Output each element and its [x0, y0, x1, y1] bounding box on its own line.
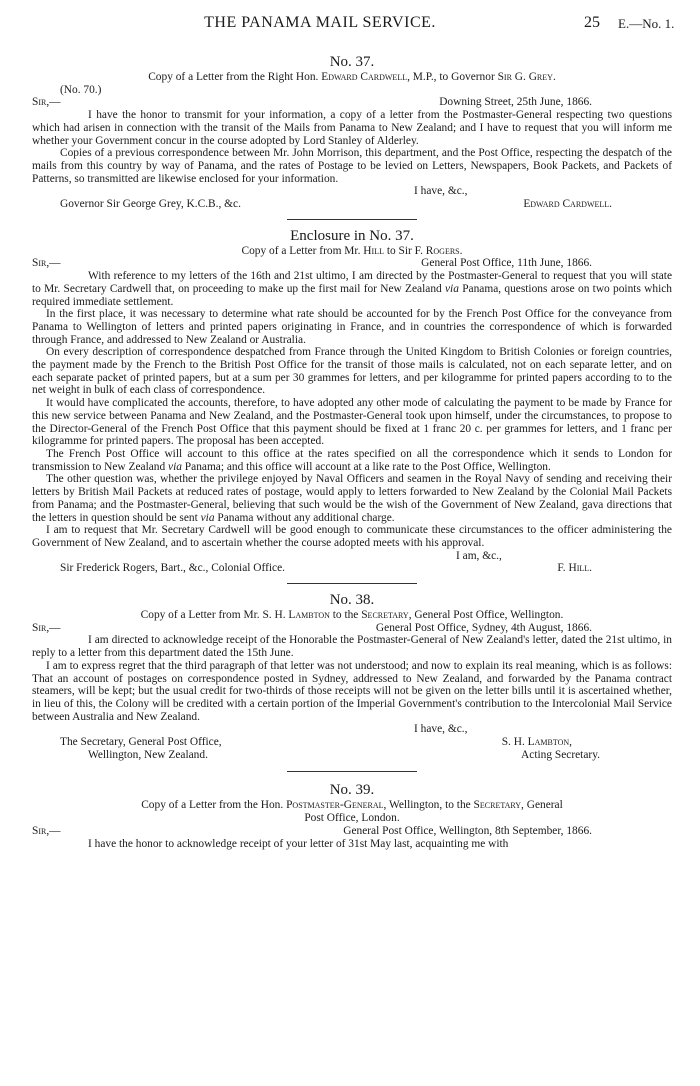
letter-no-37: [32, 54, 672, 211]
page-title: THE PANAMA MAIL SERVICE.: [204, 14, 436, 31]
signature: Edward Cardwell.: [523, 198, 612, 211]
section-heading: No. 37.: [329, 54, 375, 70]
document-body: [32, 54, 672, 850]
letter-no-39: [32, 782, 672, 850]
paragraph: I am to request that Mr. Secretary Cardwell will be good enough to communicate these circumstances to the officer administering the Government of New Zealand, and to ascertain whether the course adopted meets with his approval.: [32, 524, 672, 549]
addressee: Sir Frederick Rogers, Bart., &c., Colonial Office.: [60, 562, 286, 575]
letter-subtitle: Copy of a Letter from the Hon. Postmaster-General, Wellington, to the Secretary, General: [141, 799, 563, 812]
addressee: Wellington, New Zealand.: [88, 748, 208, 761]
letter-subtitle-continued: Post Office, London.: [304, 812, 400, 825]
closing: I am, &c.,: [456, 549, 502, 562]
paragraph: I am to express regret that the third paragraph of that letter was not understood; and now to explain its real meaning, which is as follows: That an account of postages on correspondence posted in Sydney, addressed to New Zealand, and forwarded by the Panama contract steamers, will be kept; but the usual credit for two-thirds of those receipts will not be given on the letter bills until it is ascertained whether, in lieu of this, the Colony will be credited with a certain portion of the Imperial Government's contribution to the Intercolonial Mail Service between Australia and New Zealand.: [32, 659, 672, 723]
signature-row: [32, 736, 672, 749]
paragraph: On every description of correspondence despatched from France through the United Kingdom to British Colonies or foreign countries, the payment made by the French to the British Post Office for the transit of those mails is calculated, not on each separate letter, and on each separate packet of printed papers, but at a sum per 30 grammes for letters, and per kilogramme for printed papers according to to the net weight in bulk of each class of correspondence.: [32, 346, 672, 397]
salutation-row: [32, 825, 672, 838]
place-date: General Post Office, Wellington, 8th September, 1866.: [343, 824, 592, 837]
place-date: General Post Office, Sydney, 4th August, 1866.: [375, 621, 592, 634]
divider: [287, 219, 417, 220]
place-date: Downing Street, 25th June, 1866.: [439, 96, 592, 109]
addressee: The Secretary, General Post Office,: [60, 736, 222, 749]
despatch-number: (No. 70.): [60, 83, 102, 96]
paragraph: The other question was, whether the privilege enjoyed by Naval Officers and seamen in the Royal Navy of sending and receiving their letters by British Mail Packets at reduced rates of postage, would apply to letters forwarded to New Zealand by the Colonial Mail Packets from Panama; and the Postmaster-General, believing that such would be the wish of the Government of New Zealand, gava directions that the letters in question should be sent via Panama without any additional charge.: [32, 473, 672, 524]
signature-title: Acting Secretary.: [521, 748, 600, 761]
paragraph: The French Post Office will account to this office at the rates specified on all the correspondence which it sends to London for transmission to New Zealand via Panama; and this office will account at a like rate to the Post Office, Wellington.: [32, 447, 672, 473]
signature-row: [32, 749, 672, 762]
signature-row: [32, 198, 672, 211]
salutation: Sir,—: [32, 257, 61, 270]
salutation: Sir,—: [32, 96, 61, 109]
paper-reference: E.—No. 1.: [618, 16, 675, 31]
signature: S. H. Lambton,: [501, 736, 572, 749]
paragraph: In the first place, it was necessary to determine what rate should be accounted for by the French Post Office for the conveyance from Panama to Wellington of letters and printed papers originating in France, and in countries the correspondence of which is forwarded through France, and addressed to New Zealand or Australia.: [32, 308, 672, 346]
divider: [287, 583, 417, 584]
paragraph: I have the honor to transmit for your information, a copy of a letter from the Postmaster-General respecting two questions which had arisen in connection with the transit of the Mails from Panama to New Zealand; and I have to request that you will inform me whether your Government concur in the course adopted by Lord Stanley of Alderley.: [32, 109, 672, 147]
letter-subtitle: Copy of a Letter from the Right Hon. Edward Cardwell, M.P., to Governor Sir G. Grey.: [148, 71, 556, 83]
signature: F. Hill.: [557, 562, 592, 575]
addressee: Governor Sir George Grey, K.C.B., &c.: [60, 198, 241, 211]
place-date: General Post Office, 11th June, 1866.: [421, 257, 592, 270]
running-header: [0, 14, 700, 34]
paragraph: It would have complicated the accounts, therefore, to have adopted any other mode of calculating the payment to be made by France for this new service between Panama and New Zealand, and the Postmaster-General took upon himself, under the circumstances, to propose to the Director-General of the French Post Office that this payment should be fixed at 1 franc 20 c. per grammes for letters, and 1 franc per kilogramme for printed papers. The proposal has been accepted.: [32, 397, 672, 448]
closing: I have, &c.,: [414, 723, 468, 736]
salutation-row: [32, 96, 672, 109]
signature-row: [32, 562, 672, 575]
salutation: Sir,—: [32, 621, 61, 634]
salutation-row: [32, 622, 672, 635]
section-heading: No. 39.: [329, 782, 375, 799]
paragraph: With reference to my letters of the 16th and 21st ultimo, I am directed by the Postmaster-General to request that you will state to Mr. Secretary Cardwell that, on proceeding to make up the first mail for New Zealand via Panama, questions arose on two points which required immediate settlement.: [32, 270, 672, 308]
letter-no-38: [32, 592, 672, 761]
letter-subtitle: Copy of a Letter from Mr. S. H. Lambton to the Secretary, General Post Office, Wellington.: [140, 609, 564, 622]
salutation: Sir,—: [32, 824, 61, 837]
paragraph: I have the honor to acknowledge receipt of your letter of 31st May last, acquainting me with: [88, 837, 509, 850]
paragraph: Copies of a previous correspondence between Mr. John Morrison, this department, and the Post Office, respecting the despatch of the mails from this country by way of Panama, and the rates of Postage to be levied on Letters, Newspapers, Book Packets, and Packets of Patterns, so transmitted are likewise enclosed for your information.: [32, 147, 672, 185]
paragraph: I am directed to acknowledge receipt of the Honorable the Postmaster-General of New Zealand's letter, dated the 21st ultimo, in reply to a letter from this department dated the 15th June.: [32, 634, 672, 660]
letter-subtitle: Copy of a Letter from Mr. Hill to Sir F. Rogers.: [241, 244, 463, 257]
closing: I have, &c.,: [414, 185, 468, 198]
section-heading: No. 38.: [329, 592, 375, 609]
enclosure-no-37: [32, 228, 672, 575]
section-heading: Enclosure in No. 37.: [290, 227, 414, 244]
divider: [287, 771, 417, 772]
salutation-row: [32, 257, 672, 270]
page-number: 25: [584, 14, 600, 31]
